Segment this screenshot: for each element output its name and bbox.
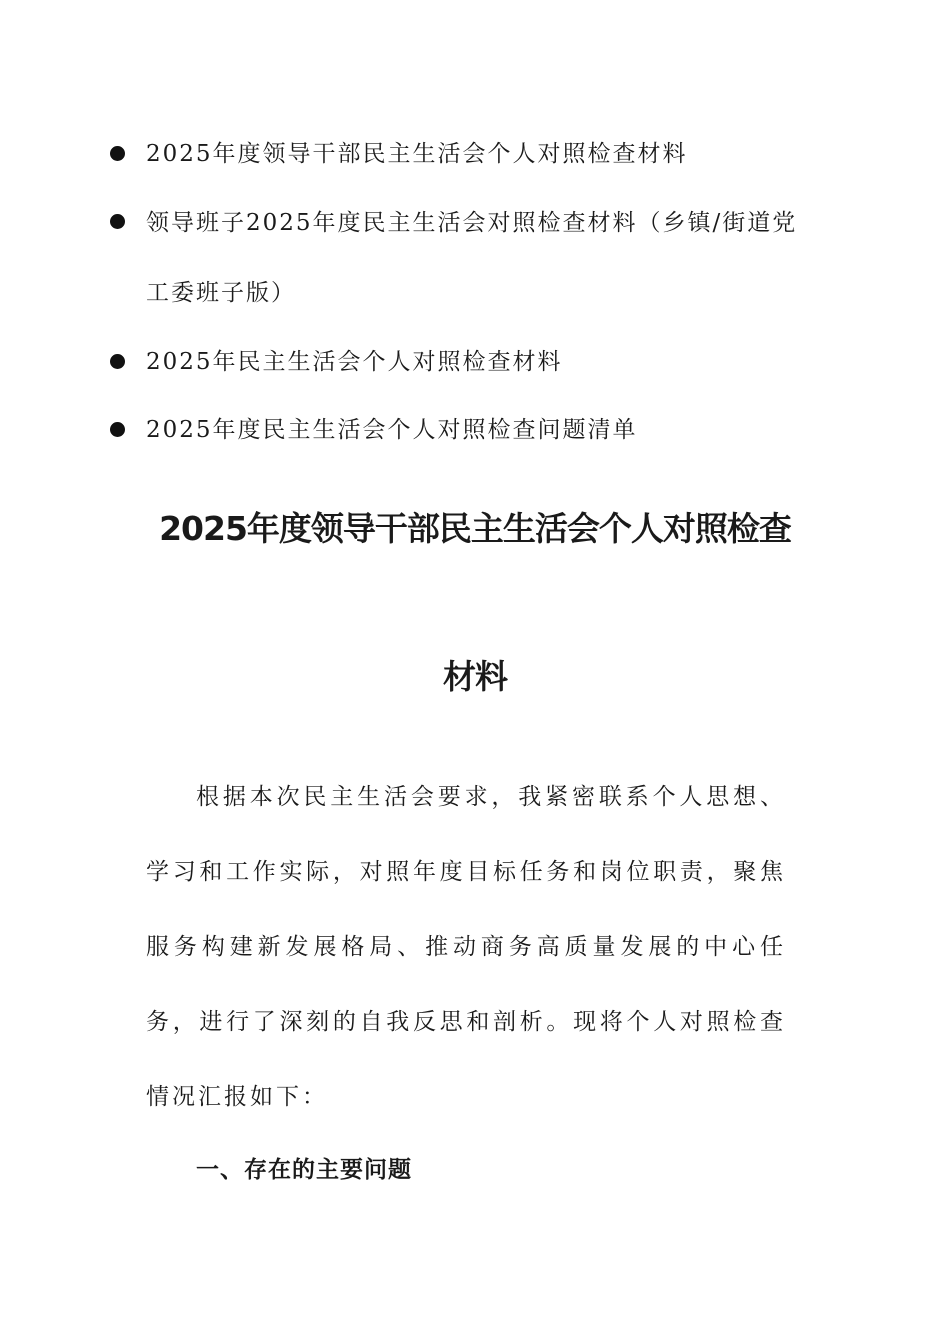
bullet-dot-icon (110, 214, 125, 229)
list-item (108, 120, 818, 188)
intro-paragraph: 根据本次民主生活会要求，我紧密联系个人思想、学习和工作实际，对照年度目标任务和岗位职责，聚焦服务构建新发展格局、推动商务高质量发展的中心任务，进行了深刻的自我反思和剖析。现将个人对照检查情况汇报如下： (146, 784, 786, 1110)
list-item (108, 188, 818, 328)
bullet-dot-icon (110, 146, 125, 161)
list-item-text: 2025年度民主生活会个人对照检查问题清单 (146, 417, 638, 443)
list-item-text: 2025年度领导干部民主生活会个人对照检查材料 (146, 141, 688, 167)
bullet-dot-icon (110, 354, 125, 369)
document-title: 2025年度领导干部民主生活会个人对照检查材料 (159, 509, 791, 696)
list-item (108, 328, 818, 396)
list-item (108, 396, 818, 464)
related-documents-list (108, 120, 818, 464)
list-item-text: 领导班子2025年度民主生活会对照检查材料（乡镇/街道党工委班子版） (146, 210, 798, 306)
bullet-dot-icon (110, 422, 125, 437)
section-heading: 一、存在的主要问题 (196, 1157, 412, 1183)
list-item-text: 2025年民主生活会个人对照检查材料 (146, 349, 563, 375)
